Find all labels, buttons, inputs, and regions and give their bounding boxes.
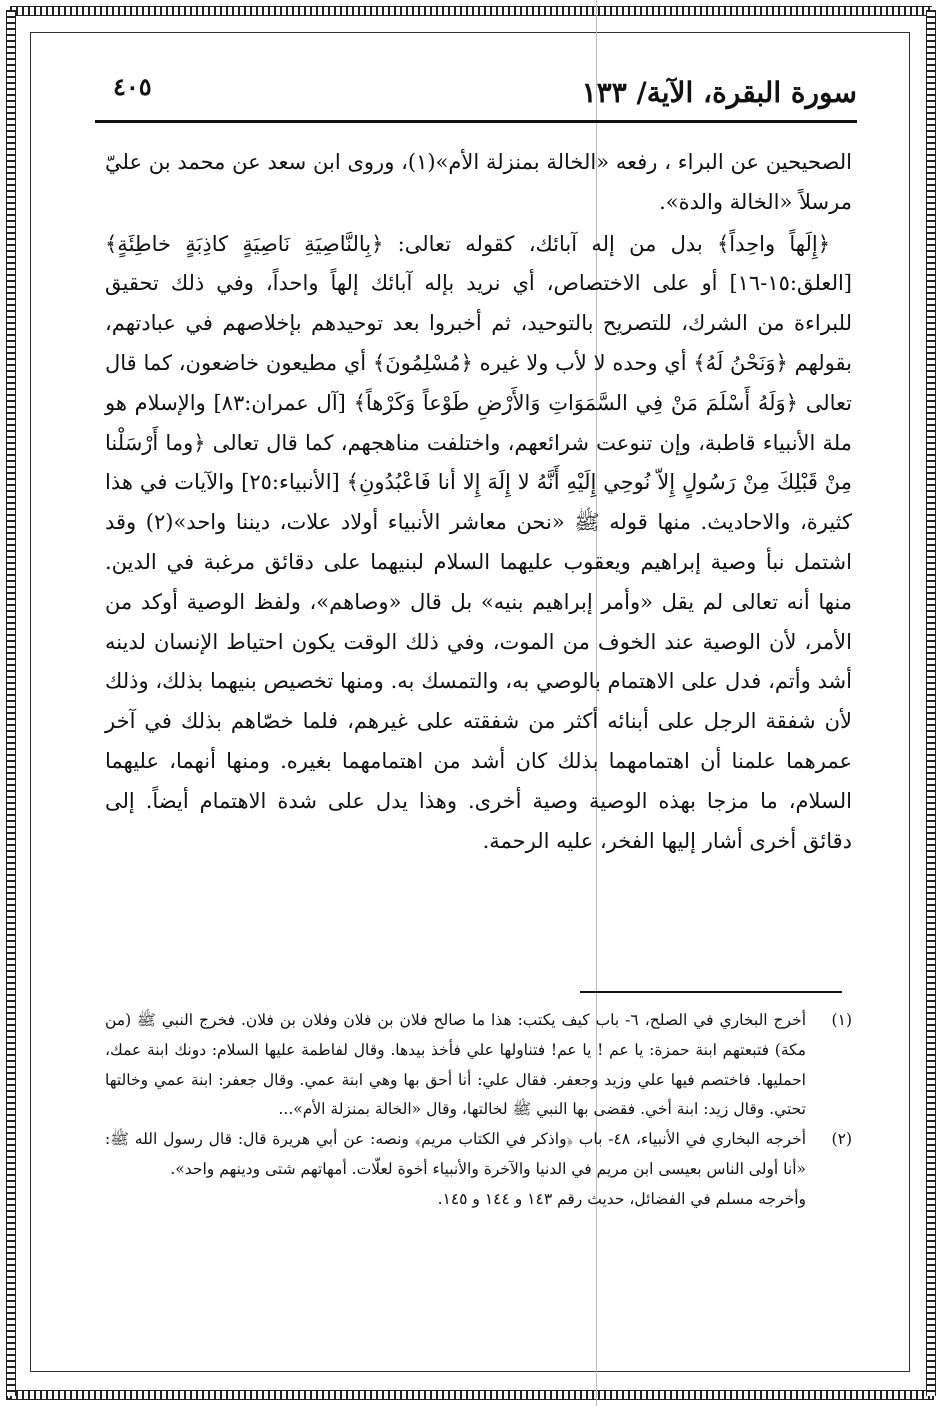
footnote xyxy=(105,1006,852,1125)
ornamental-border-right xyxy=(926,10,936,1396)
footnote xyxy=(105,1125,852,1185)
page-header xyxy=(95,70,857,123)
ornamental-border-top xyxy=(10,6,932,16)
footnote-separator xyxy=(580,991,842,993)
ornamental-border-left xyxy=(6,10,16,1396)
main-text xyxy=(105,143,852,861)
footnotes xyxy=(105,1006,852,1215)
paragraph: الصحيحين عن البراء ، رفعه «الخالة بمنزلة الأم»(١)، وروى ابن سعد عن محمد بن عليّ مرسلاً «الخالة والدة». xyxy=(105,150,852,214)
page-number: ٤٠٥ xyxy=(113,72,152,101)
running-title: سورة البقرة، الآية/ ١٣٣ xyxy=(581,76,857,109)
footnote-text: أخرج البخاري في الصلح، ٦- باب كيف يكتب: هذا ما صالح فلان بن فلان وفلان بن فلان. فخرج النبي ﷺ (من مكة) فتبعتهم ابنة حمزة: يا عم ! يا عم! فتناولها علي فأخذ بيدها. وقال لفاطمة عليها السلام: دونك ابنة عمك، احمليها. فاختصم فيها علي وزيد وجعفر. فقال علي: أنا أحق بها وهي ابنة عمي. وقال جعفر: ابنة عمي وخالتها تحتي. وقال زيد: ابنة أخي. فقضى بها النبي ﷺ لخالتها، وقال «الخالة بمنزلة الأم»... xyxy=(105,1011,806,1119)
footnote-continuation: وأخرجه مسلم في الفضائل، حديث رقم ١٤٣ و ١٤٤ و ١٤٥. xyxy=(437,1189,806,1208)
ornamental-border-bottom xyxy=(10,1390,932,1400)
footnote-number: (١) xyxy=(831,1011,852,1029)
paragraph: ﴿إِلَهاً واحِداً﴾ بدل من إله آبائك، كقوله تعالى: ﴿بِالنَّاصِيَةِ نَاصِيَةٍ كاذِبَةٍ خاطِئَةٍ﴾ [العلق:١٥-١٦] أو على الاختصاص، أي نريد بإله آبائك إلهاً واحداً، وفي ذلك تحقيق للبراءة من الشرك، للتصريح بالتوحيد، ثم أخبروا بعد توحيدهم بإخلاصهم في عبادتهم، بقولهم ﴿وَنَحْنُ لَهُ﴾ أي وحده لا لأب ولا غيره ﴿مُسْلِمُونَ﴾ أي مطيعون خاضعون، كما قال تعالى ﴿وَلَهُ أَسْلَمَ مَنْ فِي السَّمَوَاتِ وَالأَرْضِ طَوْعاً وَكَرْهاً﴾ [آل عمران:٨٣] والإسلام هو ملة الأنبياء قاطبة، وإن تنوعت شرائعهم، واختلفت مناهجهم، كما قال تعالى ﴿وما أَرْسَلْنا مِنْ قَبْلِكَ مِنْ رَسُولٍ إِلاّ نُوحِي إِلَيْهِ أَنَّهُ لا إِلَهَ إِلا أنا فَاعْبُدُونِ﴾ [الأنبياء:٢٥] والآيات في هذا كثيرة، والاحاديث. منها قوله ﷺ «نحن معاشر الأنبياء أولاد علات، ديننا واحد»(٢) وقد اشتمل نبأ وصية إبراهيم ويعقوب عليهما السلام لبنيهما على دقائق مرغبة في الدين. منها أنه تعالى لم يقل «وأمر إبراهيم بنيه» بل قال «وصاهم»، ولفظ الوصية أوكد من الأمر، لأن الوصية عند الخوف من الموت، وفي ذلك الوقت يكون احتياط الإنسان لدينه أشد وأتم، فدل على الاهتمام بالوصي به، والتمسك به. ومنها تخصيص بنيهما بذلك، وذلك لأن شفقة الرجل على أبنائه أكثر من شفقته على غيرهم، فلما خصّاهم بذلك في آخر عمرهما علمنا أن اهتمامهما بذلك كان أشد من اهتمامهما بغيره. ومنها أنهما، عليهما السلام، ما مزجا بهذه الوصية وصية أخرى. وهذا يدل على شدة الاهتمام أيضاً. إلى دقائق أخرى أشار إليها الفخر، عليه الرحمة. xyxy=(105,231,852,853)
footnote-number: (٢) xyxy=(831,1130,852,1149)
footnote-text: أخرجه البخاري في الأنبياء، ٤٨- باب ﴿واذكر في الكتاب مريم﴾ ونصه: عن أبي هريرة قال: قال رسول الله ﷺ: «أنا أولى الناس بعيسى ابن مريم في الدنيا والآخرة والأنبياء أخوة لعلّات. أمهاتهم شتى ودينهم واحد». xyxy=(105,1130,806,1178)
